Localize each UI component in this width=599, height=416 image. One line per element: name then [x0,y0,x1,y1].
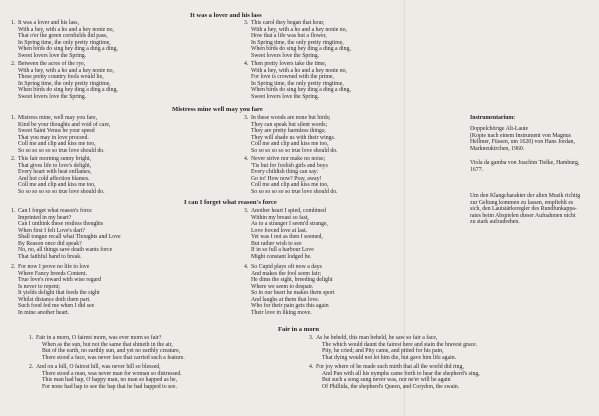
mistress-verse-1 [11,115,111,154]
verse-line: So Cupid plays oft now a days [251,264,322,270]
mistress-verse-2 [11,156,105,195]
verse-number: 1. [11,208,16,214]
verse-line: Then pretty lovers take the time, [251,61,327,67]
verse-line: Fair in a morn, O fairest morn, was ever morn so fair? [36,335,162,341]
verse-line: There stood a face, was never face that carried such a feature. [42,354,185,361]
verse-line: And laughs at them that love. [251,296,320,303]
verse-line: Within my breast so fast, [251,214,309,221]
forget-verse-4 [244,264,335,316]
verse-line: Coll me and clip and kiss me too, [18,141,96,148]
verse-line: That gives life to love's delight, [18,162,92,169]
verse-line: Is never to repent; [18,283,61,290]
verse-line: In Spring time, the only pretty ringtime, [251,80,344,87]
verse-line: With a hey, with a ho and a hey nonie no, [251,26,347,33]
verse-number: 2. [11,61,16,67]
aside-line: Doppelchörige Alt-Laute [470,126,529,132]
verse-line: Where we seem to despair. [251,283,314,290]
verse-number: 2. [11,264,16,270]
forget-verse-3 [244,208,328,260]
verse-line: When birds do sing hey ding a ding a ding, [251,87,351,94]
verse-line: And Pan with all his nymphs came forth to hear the shepherd's sing, [322,370,480,377]
verse-line: Go to! How now? Pray, away! [251,175,322,182]
aside-line: 1677. [470,166,484,173]
verse-number: 2. [11,156,16,162]
verse-line: Coll me and clip and kiss me too, [251,182,329,189]
verse-line: In Spring time, the only pretty ringtime, [18,80,111,87]
lover-verse-2 [11,61,118,100]
verse-line: For now I prove no life to love [18,264,90,270]
verse-line: How that a life was but a flower, [251,33,327,40]
verse-line: Love forced love at last. [251,227,308,234]
aside-line: sich, den Lautstärkeregler des Rundfunkappa- [470,206,577,213]
morn-verse-3 [309,335,478,361]
aside-line: Um den Klangcharakter der alten Musik richtig [470,193,581,199]
verse-number: 3. [244,115,249,121]
verse-line: So so so so so so true love should do. [18,188,105,195]
viola-description [470,160,579,173]
verse-line: Coll me and clip and kiss me too, [251,141,329,148]
verse-line: Sweet lovers love the Spring. [18,52,87,59]
verse-line: As to a stranger I seem'd strange, [251,221,328,228]
verse-number: 1. [11,20,16,26]
verse-number: 3. [244,208,249,214]
forget-verse-2 [11,264,102,316]
verse-line: So in our heart he makes them sport [251,290,335,297]
verse-line: Pity, he cried; and Pity came, and pitied for his pain, [322,348,444,355]
verse-line: For none had hap to see the hap that he had happed to see. [42,383,177,390]
verse-line: And hot cold affection blames. [18,175,90,182]
verse-line: True love's reward with wise regard [18,277,102,284]
verse-line: When as the sun, but not the same that shineth in the air, [42,341,173,348]
verse-line: And on a hill, O fairest hill, was never hill so blessed, [36,364,161,370]
verse-line: That o'er the green cornfields did pass, [18,33,108,40]
verse-line: This carol they began that hour, [251,20,325,26]
instrument-description [470,126,575,152]
verse-line: But of the earth, no earthly sun, and yet no earthly creature, [42,348,181,355]
verse-line: Shall tongue recall what Thoughts and Love [18,234,121,241]
verse-line: With a hey, with a ho and a hey nonie no, [18,67,114,74]
verse-number: 1. [29,335,34,341]
verse-line: Whilst distance doth them part. [18,296,91,303]
verse-line: So so so so so so true love should do. [18,147,105,154]
morn-verse-4 [309,364,480,390]
verse-line: In Spring time, the only pretty ringtime, [251,39,344,46]
aside-line: rates beim Abspielen dieser Aufnahmen nicht [470,212,576,219]
verse-line: With a hey, with a ho and a hey nonie no, [18,26,114,33]
song-title-forget: I can I forget what reason's force [184,199,277,206]
verse-line: Might constant lodged be. [251,253,312,260]
verse-line: Kind be your thoughts and void of care, [18,121,111,128]
verse-line: Can I unthink these restless thoughts [18,221,104,228]
song-title-morn: Fair in a morn [278,326,320,333]
verse-line: Coll me and clip and kiss me too, [18,182,96,189]
verse-line: Sweet lovers love the Spring. [251,93,320,100]
verse-line: Yet was I not as then I seemed, [251,234,323,241]
aside-line: Markneukirchen, 1960. [470,145,525,152]
verse-number: 4. [244,61,249,67]
verse-line: No, no, all things save death wants force [18,247,113,254]
verse-line: But such a song sung never was, nor ne'er will be again [322,377,451,384]
verse-line: By Reason once did speak? [18,240,82,247]
verse-line: Imprinted in my heart? [18,214,72,221]
verse-number: 1. [11,115,16,121]
verse-line: When birds do sing hey ding a ding a ding, [18,87,118,94]
verse-number: 2. [29,364,34,370]
song-title-lover: It was a lover and his lass [190,12,262,19]
verse-line: In these woods are none but birds; [251,115,331,121]
verse-line: So so so so so so true love should do. [251,188,338,195]
verse-line: It was a lover and his lass, [18,20,80,26]
verse-line: As he beheld, this man beheld, he saw so fair a face, [316,335,438,341]
verse-line: There stood a man, was never man for woman so distressed. [42,370,182,377]
verse-line: When birds do sing hey ding a ding a ding, [251,46,351,53]
verse-line: With a hey, with a ho and a hey nonie no, [251,67,347,74]
verse-line: When birds do sing hey ding a ding a ding, [18,46,118,53]
verse-line: For joy where of he made such mirth that all the world did ring, [316,364,464,370]
verse-line: Every childish thing can say: [251,169,319,176]
aside-line: zur Geltung kommen zu lassen, empfiehlt es [470,199,574,206]
verse-line: Never strive nor make no noise; [251,156,326,162]
verse-line: Mistress mine, well may you fare, [18,115,98,121]
aside-line: Hellmer, Füssen, um 1620) von Hans Jordan, [470,139,575,146]
verse-line: They will shade us with their wings. [251,134,336,141]
verse-line: Sweet lovers love the Spring. [251,52,320,59]
verse-line: Can I forget what reason's force [18,208,92,214]
verse-line: He dims the sight, breeding delight [251,277,333,284]
verse-line: In mine another heart. [18,309,70,316]
morn-verse-2 [29,364,182,390]
verse-line: These pretty country fools would lie, [18,74,104,81]
verse-line: That faithful band to break. [18,253,82,260]
verse-number: 4. [309,364,314,370]
verse-line: 'Tis but for foolish girls and boys [251,162,328,169]
verse-line: In Spring time, the only pretty ringtime, [18,39,111,46]
aside-line: zu stark aufzudrehen. [470,219,520,226]
verse-line: Sweet lovers love the Spring. [18,93,87,100]
verse-line: Every heart with heat enflames, [18,169,92,176]
verse-line: It yields delight that feeds the sight [18,290,100,297]
verse-line: Another heart I spied, combined [251,208,326,214]
lover-verse-4 [244,61,351,100]
playback-note [470,193,580,226]
verse-line: They can speak but silent words; [251,121,328,128]
morn-verse-1 [29,335,185,361]
verse-line: That you may in love proceed. [18,134,89,141]
verse-line: Where Fancy breeds Content. [18,270,87,277]
verse-line: And makes the fool seem fair; [251,270,322,277]
verse-line: This man had hap, O happy man, no man so happed as he, [42,377,178,384]
verse-number: 3. [244,20,249,26]
verse-line: But rather wish to see [251,240,302,247]
verse-number: 3. [309,335,314,341]
aside-line: Viola da gamba von Joachim Tielke, Hamburg, [470,160,580,166]
verse-line: So so so so so so true love should do. [251,147,338,154]
forget-verse-1 [11,208,121,260]
lover-verse-3 [244,20,351,59]
instrumentarium-heading: Instrumentarium: [470,115,516,121]
verse-line: For love is crowned with the prime, [251,74,334,81]
verse-number: 4. [244,156,249,162]
verse-line: If in so full a harbour Love [251,247,314,254]
verse-line: Between the acres of the rye, [18,61,86,67]
verse-line: Such food fed me when I did see [18,303,95,310]
verse-line: Of Phillida, the shepherd's Queen, and Corydon, the swain. [322,383,460,390]
verse-line: This fair morning sunny bright, [18,156,91,162]
lover-verse-1 [11,20,118,59]
song-title-mistress: Mistress mine well may you fare [172,106,263,113]
verse-line: Sweet Saint Venus be your speed [18,128,95,135]
verse-line: That dying would not let him die, but gave him life again. [322,354,457,361]
verse-number: 4. [244,264,249,270]
verse-line: The which would daunt the fairest here and stain the bravest grace. [322,341,478,348]
mistress-verse-4 [244,156,338,195]
verse-line: They are pretty harmless things; [251,128,326,135]
verse-line: When first I felt Love's dart? [18,227,85,234]
verse-line: Their love in liking move. [251,309,312,316]
aside-line: (Kopie nach einem Instrument von Magnus [470,132,571,139]
verse-line: Who for their pain gets this again [251,303,329,310]
mistress-verse-3 [244,115,338,154]
